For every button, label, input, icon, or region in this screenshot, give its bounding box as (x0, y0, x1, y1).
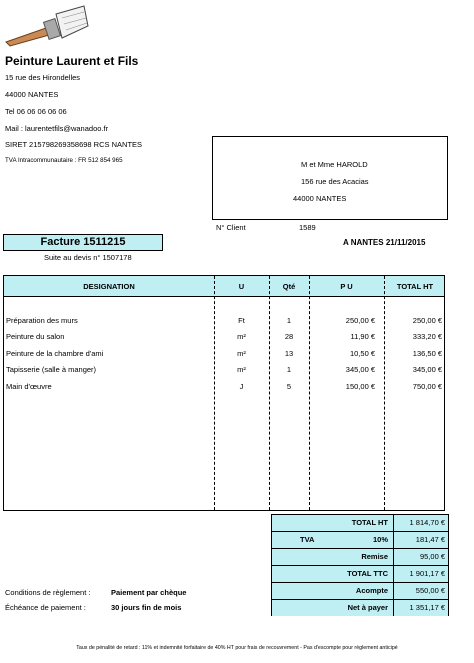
invoice-title: Facture 1511215 (3, 234, 163, 251)
row-qty: 5 (286, 382, 292, 391)
paintbrush-icon (4, 4, 90, 48)
tva-value: 181,47 € (415, 535, 445, 544)
acompte-value: 550,00 € (415, 586, 445, 595)
row-unit: J (239, 382, 244, 391)
cell-divider (393, 600, 394, 616)
client-city: 44000 NANTES (293, 194, 347, 203)
total-ht-label: TOTAL HT (351, 518, 388, 527)
client-street: 156 rue des Acacias (301, 177, 369, 186)
company-name: Peinture Laurent et Fils (5, 54, 139, 68)
row-pu: 11,90 € (350, 332, 375, 341)
tva-row (272, 532, 448, 549)
row-designation: Tapisserie (salle à manger) (6, 365, 97, 374)
total-ht-value: 1 814,70 € (409, 518, 445, 527)
client-address-box (212, 136, 448, 220)
company-street: 15 rue des Hirondelles (5, 73, 81, 82)
row-total: 136,50 € (412, 349, 442, 358)
company-tva-intra: TVA Intracommunautaire : FR 512 854 965 (5, 157, 123, 164)
payment-due-label: Échéance de paiement : (5, 603, 86, 612)
total-ttc-row (272, 566, 448, 583)
invoice-place-date: A NANTES 21/11/2015 (343, 238, 426, 247)
total-ht-row (272, 515, 448, 532)
row-total: 333,20 € (412, 332, 442, 341)
totals-box (271, 514, 449, 616)
footer-note: Taux de pénalité de retard : 11% et indemnité forfaitaire de 40% HT pour frais de recouvrement - Pas d'escompte pour règlement anticipé (76, 645, 398, 651)
row-designation: Main d'œuvre (6, 382, 52, 391)
row-qty: 1 (286, 316, 292, 325)
cell-divider (393, 566, 394, 582)
tva-rate: 10% (372, 535, 388, 544)
net-a-payer-row (272, 600, 448, 616)
client-number-value: 1589 (299, 223, 316, 232)
cell-divider (393, 515, 394, 531)
column-divider (309, 276, 310, 510)
row-pu: 250,00 € (345, 316, 375, 325)
cell-divider (393, 549, 394, 565)
header-qty: Qté (282, 282, 296, 291)
row-qty: 1 (286, 365, 292, 374)
header-unit: U (238, 282, 245, 291)
payment-terms-label: Conditions de règlement : (5, 588, 91, 597)
company-email: Mail : laurentetfils@wanadoo.fr (5, 124, 109, 133)
remise-label: Remise (361, 552, 388, 561)
header-total: TOTAL HT (396, 282, 434, 291)
row-unit: m² (237, 349, 246, 358)
row-total: 250,00 € (412, 316, 442, 325)
row-designation: Préparation des murs (6, 316, 78, 325)
row-total: 750,00 € (412, 382, 442, 391)
row-pu: 10,50 € (349, 349, 375, 358)
items-table (3, 275, 445, 511)
company-city: 44000 NANTES (5, 90, 59, 99)
company-phone: Tel 06 06 06 06 06 (5, 107, 67, 116)
remise-value: 95,00 € (419, 552, 445, 561)
company-siret: SIRET 215798269358698 RCS NANTES (5, 140, 143, 149)
row-qty: 13 (284, 349, 294, 358)
client-number-label: N° Client (216, 223, 246, 232)
column-divider (384, 276, 385, 510)
column-divider (214, 276, 215, 510)
cell-divider (393, 532, 394, 548)
net-a-payer-label: Net à payer (347, 603, 388, 612)
tva-label: TVA (300, 535, 315, 544)
row-designation: Peinture de la chambre d'ami (6, 349, 104, 358)
row-unit: m² (237, 332, 246, 341)
row-designation: Peinture du salon (6, 332, 65, 341)
row-total: 345,00 € (412, 365, 442, 374)
header-pu: P U (340, 282, 353, 291)
remise-row (272, 549, 448, 566)
row-unit: m² (237, 365, 246, 374)
row-pu: 345,00 € (345, 365, 375, 374)
column-divider (269, 276, 270, 510)
total-ttc-label: TOTAL TTC (347, 569, 388, 578)
row-pu: 150,00 € (345, 382, 375, 391)
row-qty: 28 (284, 332, 294, 341)
payment-terms-value: Paiement par chèque (111, 588, 187, 597)
payment-due-value: 30 jours fin de mois (111, 603, 182, 612)
quote-reference: Suite au devis n° 1507178 (44, 253, 132, 262)
net-a-payer-value: 1 351,17 € (409, 603, 445, 612)
acompte-label: Acompte (355, 586, 388, 595)
acompte-row (272, 583, 448, 600)
client-name: M et Mme HAROLD (301, 160, 368, 169)
header-designation: DESIGNATION (83, 282, 135, 291)
row-unit: Ft (238, 316, 245, 325)
cell-divider (393, 583, 394, 599)
total-ttc-value: 1 901,17 € (409, 569, 445, 578)
